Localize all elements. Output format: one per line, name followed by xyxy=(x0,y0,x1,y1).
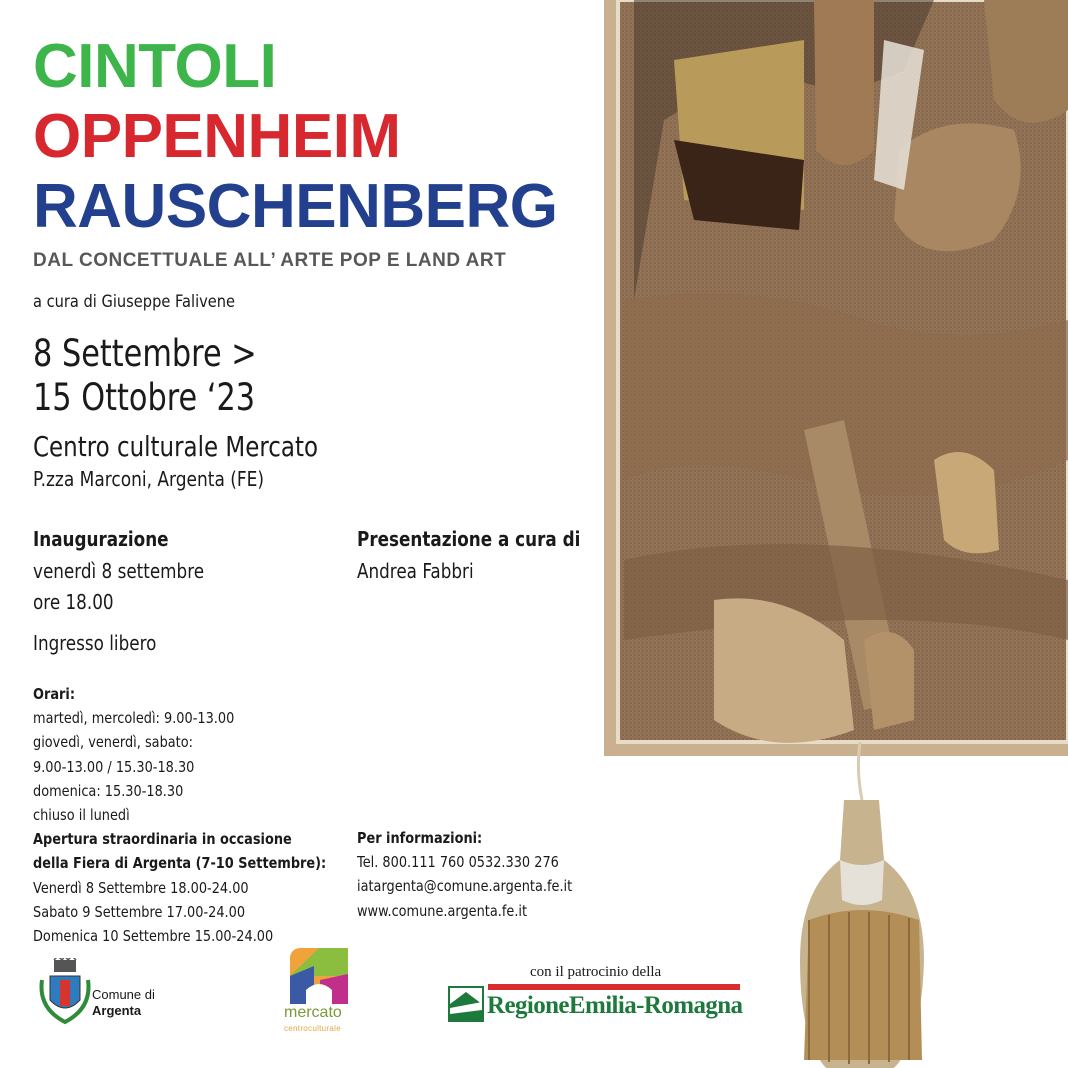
comune-line-1: Comune di xyxy=(92,987,155,1002)
mercato-wordmark: mercato xyxy=(284,1004,342,1021)
artist-name-rauschenberg: RAUSCHENBERG xyxy=(33,172,558,241)
artist-name-cintoli: CINTOLI xyxy=(33,32,277,101)
special-opening-heading: della Fiera di Argenta (7-10 Settembre): xyxy=(33,854,327,873)
contact-info xyxy=(357,826,572,923)
burlap-assemblage-artwork xyxy=(604,0,1068,1068)
hours-line: domenica: 15.30-18.30 xyxy=(33,781,184,800)
hours-line: chiuso il lunedì xyxy=(33,806,130,825)
mercato-subtitle: centroculturale xyxy=(284,1024,341,1033)
email-link[interactable]: iatargenta@comune.argenta.fe.it xyxy=(357,877,573,896)
hours-line: giovedì, venerdì, sabato: xyxy=(33,733,193,752)
comune-line-2: Argenta xyxy=(92,1003,142,1018)
inauguration-day: venerdì 8 settembre xyxy=(33,559,205,583)
special-opening-heading: Apertura straordinaria in occasione xyxy=(33,830,292,849)
regione-red-bar xyxy=(488,984,740,990)
artist-name-oppenheim: OPPENHEIM xyxy=(33,102,401,171)
hours-heading: Orari: xyxy=(33,685,75,703)
venue-address: P.zza Marconi, Argenta (FE) xyxy=(33,467,265,491)
comune-argenta-label xyxy=(92,987,155,1019)
hours-line: 9.00-13.00 / 15.30-18.30 xyxy=(33,757,195,776)
entry-info: Ingresso libero xyxy=(33,631,157,655)
regione-emilia-romagna-wordmark: RegioneEmilia-Romagna xyxy=(487,992,743,1019)
curator-credit: a cura di Giuseppe Falivene xyxy=(33,292,236,312)
presenter-name: Andrea Fabbri xyxy=(357,559,474,583)
regione-emblem-icon xyxy=(448,986,484,1022)
presentation-heading: Presentazione a cura di xyxy=(357,527,581,551)
phone-numbers: Tel. 800.111 760 0532.330 276 xyxy=(357,853,559,872)
exhibition-dates xyxy=(33,332,257,420)
date-start: 8 Settembre > xyxy=(33,332,257,375)
special-opening-line: Sabato 9 Settembre 17.00-24.00 xyxy=(33,902,246,921)
date-end: 15 Ottobre ‘23 xyxy=(33,376,256,419)
hours-line: martedì, mercoledì: 9.00-13.00 xyxy=(33,709,235,728)
opening-hours xyxy=(33,682,326,948)
info-heading: Per informazioni: xyxy=(357,829,483,847)
special-opening-line: Venerdì 8 Settembre 18.00-24.00 xyxy=(33,878,249,897)
inauguration-time: ore 18.00 xyxy=(33,590,114,614)
inauguration-details xyxy=(33,556,204,618)
exhibition-subtitle: DAL CONCETTUALE ALL’ ARTE POP E LAND ART xyxy=(33,250,507,271)
website-link[interactable]: www.comune.argenta.fe.it xyxy=(357,901,528,920)
inauguration-heading: Inaugurazione xyxy=(33,527,169,551)
special-opening-line: Domenica 10 Settembre 15.00-24.00 xyxy=(33,927,274,946)
mercato-logo-icon xyxy=(284,946,354,1036)
venue-name: Centro culturale Mercato xyxy=(33,430,319,463)
patronage-label: con il patrocinio della xyxy=(530,964,662,980)
